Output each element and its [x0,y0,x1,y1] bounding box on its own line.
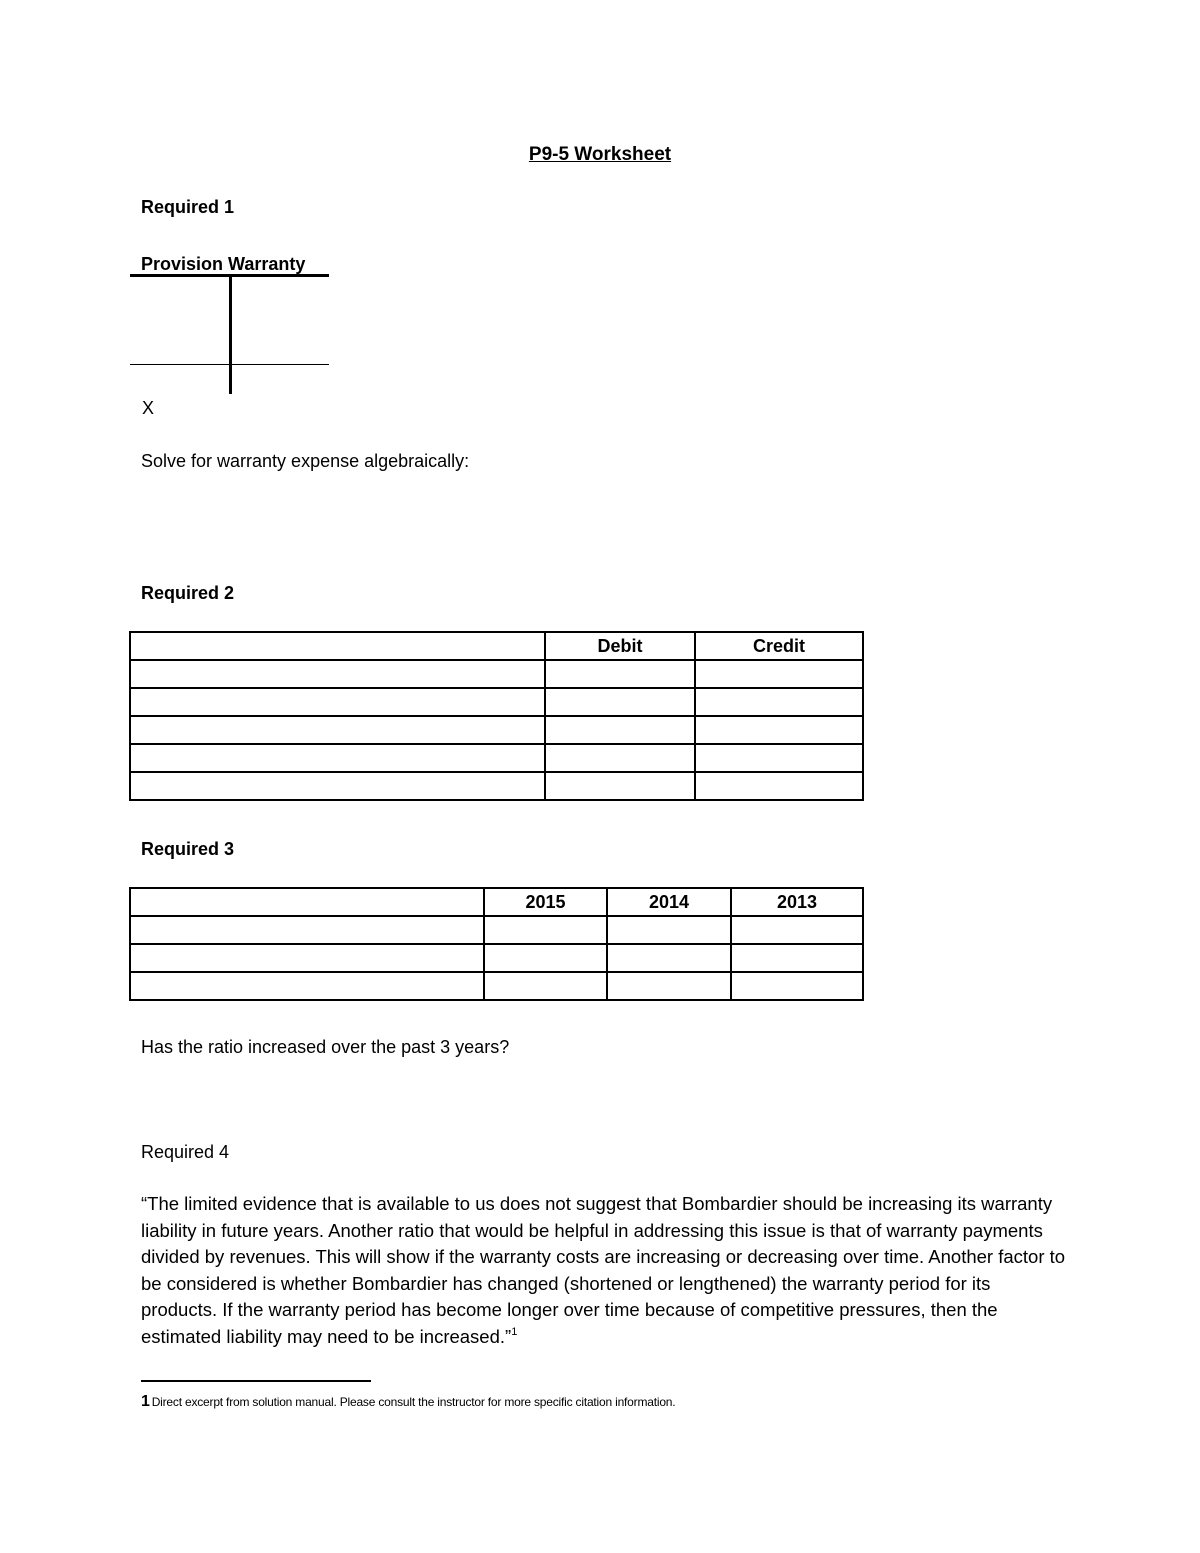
table-cell[interactable] [130,944,484,972]
year-2015-header: 2015 [484,888,607,916]
quote-text: “The limited evidence that is available to us does not suggest that Bombardier should be increasing its warranty liability in future years. Another ratio that would be helpful in addressing this issue is that of warranty payments divided by revenues. This will show if the warranty costs are increasing or decreasing over time. Another factor to be considered is whether Bombardier has changed (shortened or lengthened) the warranty period for its products. If the warranty period has become longer over time because of competitive pressures, then the estimated liability may need to be increased.” [141,1193,1066,1347]
t-account-title: Provision Warranty [141,254,306,274]
table-cell[interactable] [731,972,863,1000]
table-row [130,772,863,800]
t-account-balance-marker: X [142,398,155,418]
table-cell[interactable] [130,688,545,716]
table-cell[interactable] [130,772,545,800]
required-3-heading: Required 3 [141,839,235,859]
table-row [130,972,863,1000]
table-row [130,916,863,944]
table-cell[interactable] [695,744,863,772]
table-cell[interactable] [545,744,695,772]
solution-quote [141,1191,1071,1351]
t-account-balance-rule [130,364,329,365]
table-cell[interactable] [130,972,484,1000]
ratio-table [129,887,864,1001]
footnote-number: 1 [141,1393,150,1410]
t-account-vertical-rule [229,277,232,394]
table-header-row [130,888,863,916]
table-header-row [130,632,863,660]
ratio-question: Has the ratio increased over the past 3 years? [141,1037,510,1057]
table-cell[interactable] [484,916,607,944]
year-2014-header: 2014 [607,888,731,916]
table-cell[interactable] [545,688,695,716]
journal-entry-table [129,631,864,801]
page-title: P9-5 Worksheet [528,144,672,165]
table-cell[interactable] [731,916,863,944]
table-cell[interactable] [695,772,863,800]
footnote-separator [141,1380,371,1382]
credit-column-header: Credit [695,632,863,660]
table-cell[interactable] [484,972,607,1000]
table-cell[interactable] [130,916,484,944]
table-header-cell [130,632,545,660]
required-4-heading: Required 4 [141,1142,230,1162]
table-cell[interactable] [695,688,863,716]
table-cell[interactable] [695,716,863,744]
table-cell[interactable] [545,716,695,744]
table-cell[interactable] [130,744,545,772]
table-cell[interactable] [607,916,731,944]
footnote-text: Direct excerpt from solution manual. Please consult the instructor for more specific citation information. [151,1395,676,1409]
table-row [130,744,863,772]
table-cell[interactable] [130,716,545,744]
footnote-reference[interactable]: 1 [511,1325,518,1338]
table-cell[interactable] [607,944,731,972]
table-row [130,688,863,716]
year-2013-header: 2013 [731,888,863,916]
debit-column-header: Debit [545,632,695,660]
table-row [130,944,863,972]
table-cell[interactable] [130,660,545,688]
table-cell[interactable] [607,972,731,1000]
required-1-heading: Required 1 [141,197,235,217]
table-cell[interactable] [695,660,863,688]
table-header-cell [130,888,484,916]
footnote [141,1393,675,1411]
table-cell[interactable] [545,660,695,688]
required-2-heading: Required 2 [141,583,235,603]
table-row [130,660,863,688]
table-cell[interactable] [484,944,607,972]
table-row [130,716,863,744]
warranty-expense-prompt: Solve for warranty expense algebraically: [141,451,470,471]
table-cell[interactable] [731,944,863,972]
table-cell[interactable] [545,772,695,800]
